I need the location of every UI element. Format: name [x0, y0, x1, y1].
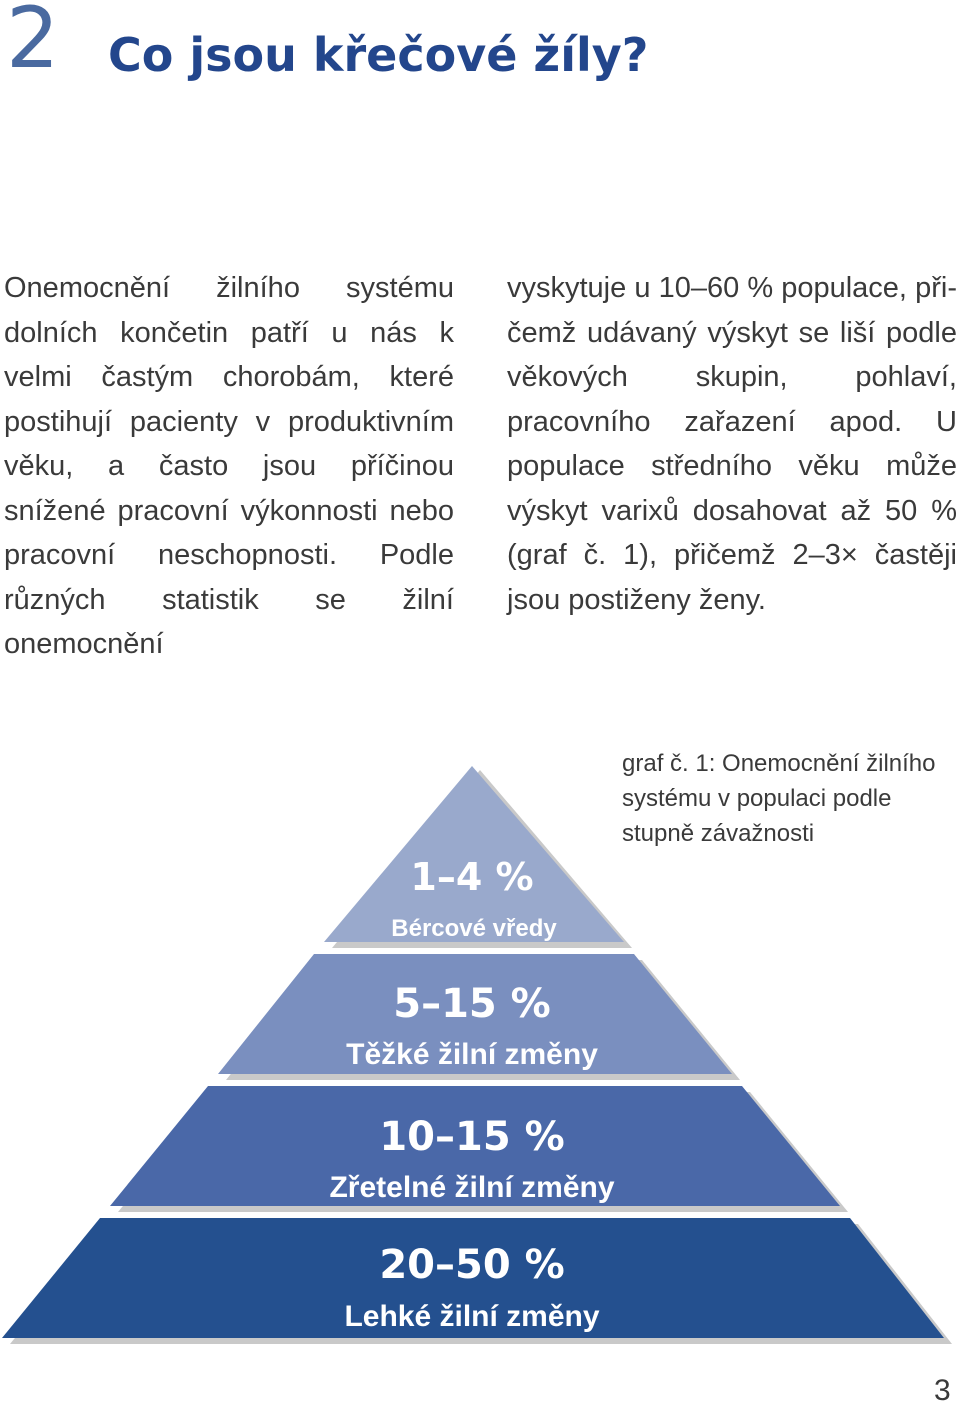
- tier-label-2: Těžké žilní změny: [346, 1038, 598, 1071]
- paragraph-left: Onemocnění žilního systému dolních končetin patří u nás k velmi častým chorobám, které postihují pacienty v produktivním věku, a často jsou příčinou snížené pracovní výkonnosti nebo pracovní neschopnosti. Podle různých statistik se žilní onemocnění: [4, 272, 454, 660]
- tier-label-4: Lehké žilní změny: [344, 1300, 600, 1333]
- page-number: 3: [934, 1374, 951, 1407]
- tier-percent-4: 20–50 %: [379, 1242, 565, 1288]
- paragraph-right: vyskytuje u 10–60 % populace, přičemž udávaný výskyt se liší podle věkových skupin, pohlaví, pracovního zařazení apod. U populace středního věku může výskyt varixů dosahovat až 50 % (graf č. 1), přičemž 2–3× častěji jsou postiženy ženy.: [507, 272, 957, 616]
- tier-percent-2: 5–15 %: [393, 981, 551, 1027]
- chapter-title: Co jsou křečové žíly?: [108, 28, 649, 82]
- body-column-right: [507, 266, 957, 622]
- tier-percent-3: 10–15 %: [379, 1114, 565, 1160]
- tier-label-1: Bércové vředy: [391, 915, 557, 942]
- tier-label-3: Zřetelné žilní změny: [329, 1171, 615, 1204]
- tier-percent-1: 1–4 %: [410, 855, 534, 899]
- figure-caption: graf č. 1: Onemocnění žilního systému v populaci podle stupně závažnosti: [622, 750, 936, 847]
- chapter-number: 2: [6, 0, 60, 87]
- body-column-left: [4, 266, 454, 667]
